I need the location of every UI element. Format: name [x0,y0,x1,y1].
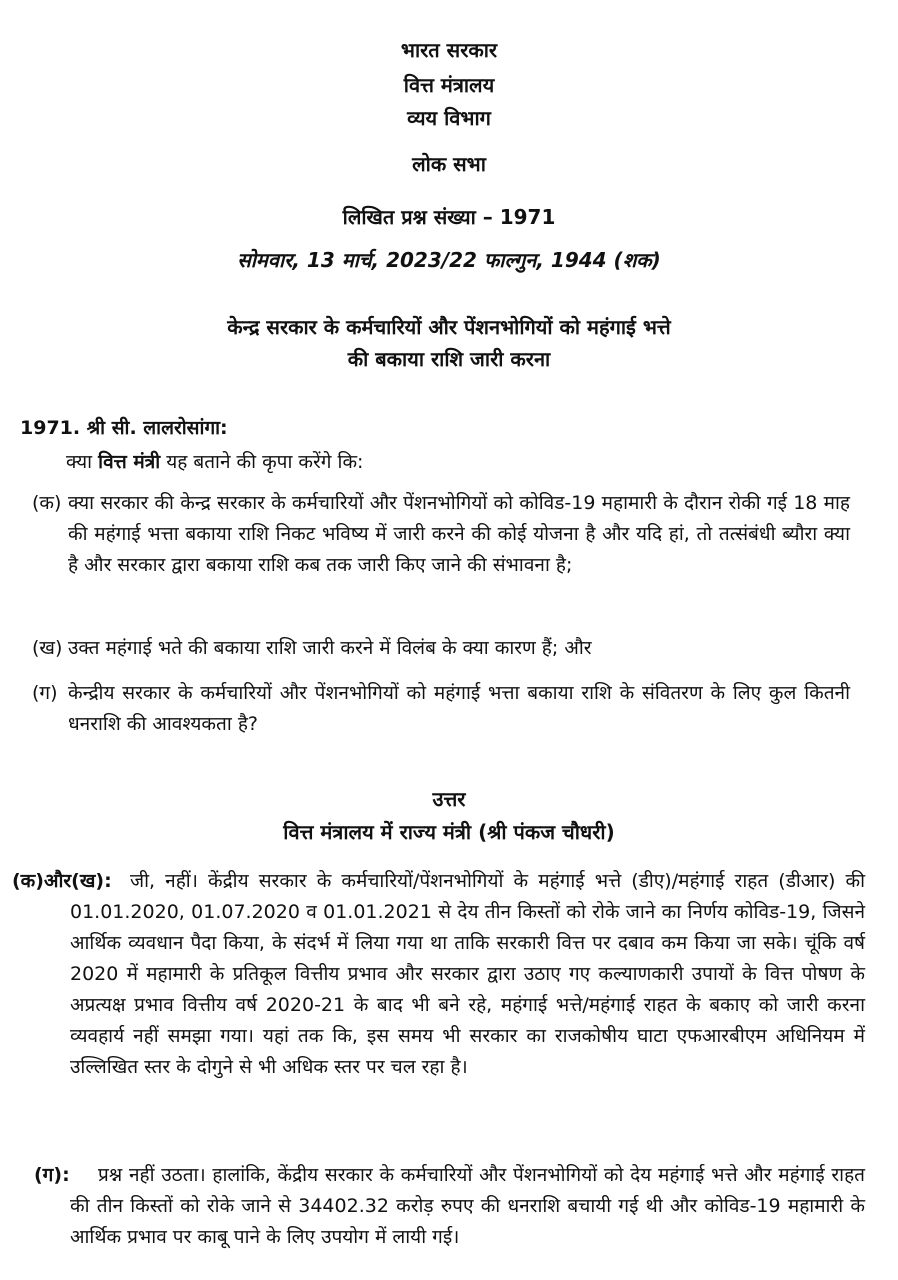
answer-heading: उत्तर [432,787,466,811]
minister-title: वित्त मंत्री [98,451,161,473]
question-part-kha: उक्त महंगाई भते की बकाया राशि जारी करने में विलंब के क्या कारण हैं; और [68,637,592,659]
question-part-label-ka: (क) [32,492,62,514]
subject-line-2: की बकाया राशि जारी करना [347,347,551,371]
answer-part-label-ka-kha: (क)और(ख): [12,870,112,892]
answer-part-ka-kha: जी, नहीं। केंद्रीय सरकार के कर्मचारियों/पेंशनभोगियों के महंगाई भत्ते (डीए)/महंगाई राहत (डीआर) की 01.01.2020, 01.07.2020 व 01.01.2021 से देय तीन किस्तों को रोके जाने का निर्णय कोविड-19, जिसने आर्थिक व्यवधान पैदा किया, के संदर्भ में लिया गया था ताकि सरकारी वित्त पर दबाव कम किया जा सके। चूंकि वर्ष 2020 में महामारी के प्रतिकूल वित्तीय प्रभाव और सरकार द्वारा उठाए गए कल्याणकारी उपायों के वित्त पोषण के अप्रत्यक्ष प्रभाव वित्तीय वर्ष 2020-21 के बाद भी बने रहे, महंगाई भत्ते/महंगाई राहत के बकाए को जारी करना व्यवहार्य नहीं समझा गया। यहां तक कि, इस समय भी सरकार का राजकोषीय घाटा एफआरबीएम अधिनियम में उल्लिखित स्तर के दोगुने से भी अधिक स्तर पर चल रहा है। [70,870,865,1078]
question-part-ka: क्या सरकार की केन्द्र सरकार के कर्मचारियों और पेंशनभोगियों को कोविड-19 महामारी के दौरान रोकी गई 18 माह की महंगाई भत्ता बकाया राशि निकट भविष्य में जारी करने की कोई योजना है और यदि हां, तो तत्संबंधी ब्यौरा क्या है और सरकार द्वारा बकाया राशि कब तक जारी किए जाने की संभावना है; [68,492,850,576]
question-part-ga: केन्द्रीय सरकार के कर्मचारियों और पेंशनभोगियों को महंगाई भत्ता बकाया राशि के संवितरण के लिए कुल कितनी धनराशि की आवश्यकता है? [68,682,850,735]
question-date: सोमवार, 13 मार्च, 2023/22 फाल्गुन, 1944 (शक) [237,248,661,272]
subject-line-1: केन्द्र सरकार के कर्मचारियों और पेंशनभोगियों को महंगाई भत्ते [227,315,671,339]
government-name: भारत सरकार [400,38,498,62]
member-name: 1971. श्री सी. लालरोसांगा: [20,417,228,439]
question-part-label-kha: (ख) [32,637,63,659]
house-name: लोक सभा [412,152,486,176]
department-name: व्यय विभाग [407,106,491,130]
question-part-label-ga: (ग) [32,682,58,704]
ministry-name: वित्त मंत्रालय [403,73,495,97]
question-intro: क्या वित्त मंत्री यह बताने की कृपा करेंगे कि: [66,451,364,473]
question-number: लिखित प्रश्न संख्या – 1971 [342,205,556,229]
answer-part-ga: प्रश्न नहीं उठता। हालांकि, केंद्रीय सरकार के कर्मचारियों और पेंशनभोगियों को देय महंगाई भत्ते और महंगाई राहत की तीन किस्तों को रोके जाने से 34402.32 करोड़ रुपए की धनराशि बचायी गई थी और कोविड-19 महामारी के आर्थिक प्रभाव पर काबू पाने के लिए उपयोग में लायी गई। [70,1164,865,1248]
answer-part-label-ga: (ग): [34,1164,70,1186]
answering-minister: वित्त मंत्रालय में राज्य मंत्री (श्री पंकज चौधरी) [283,820,615,844]
